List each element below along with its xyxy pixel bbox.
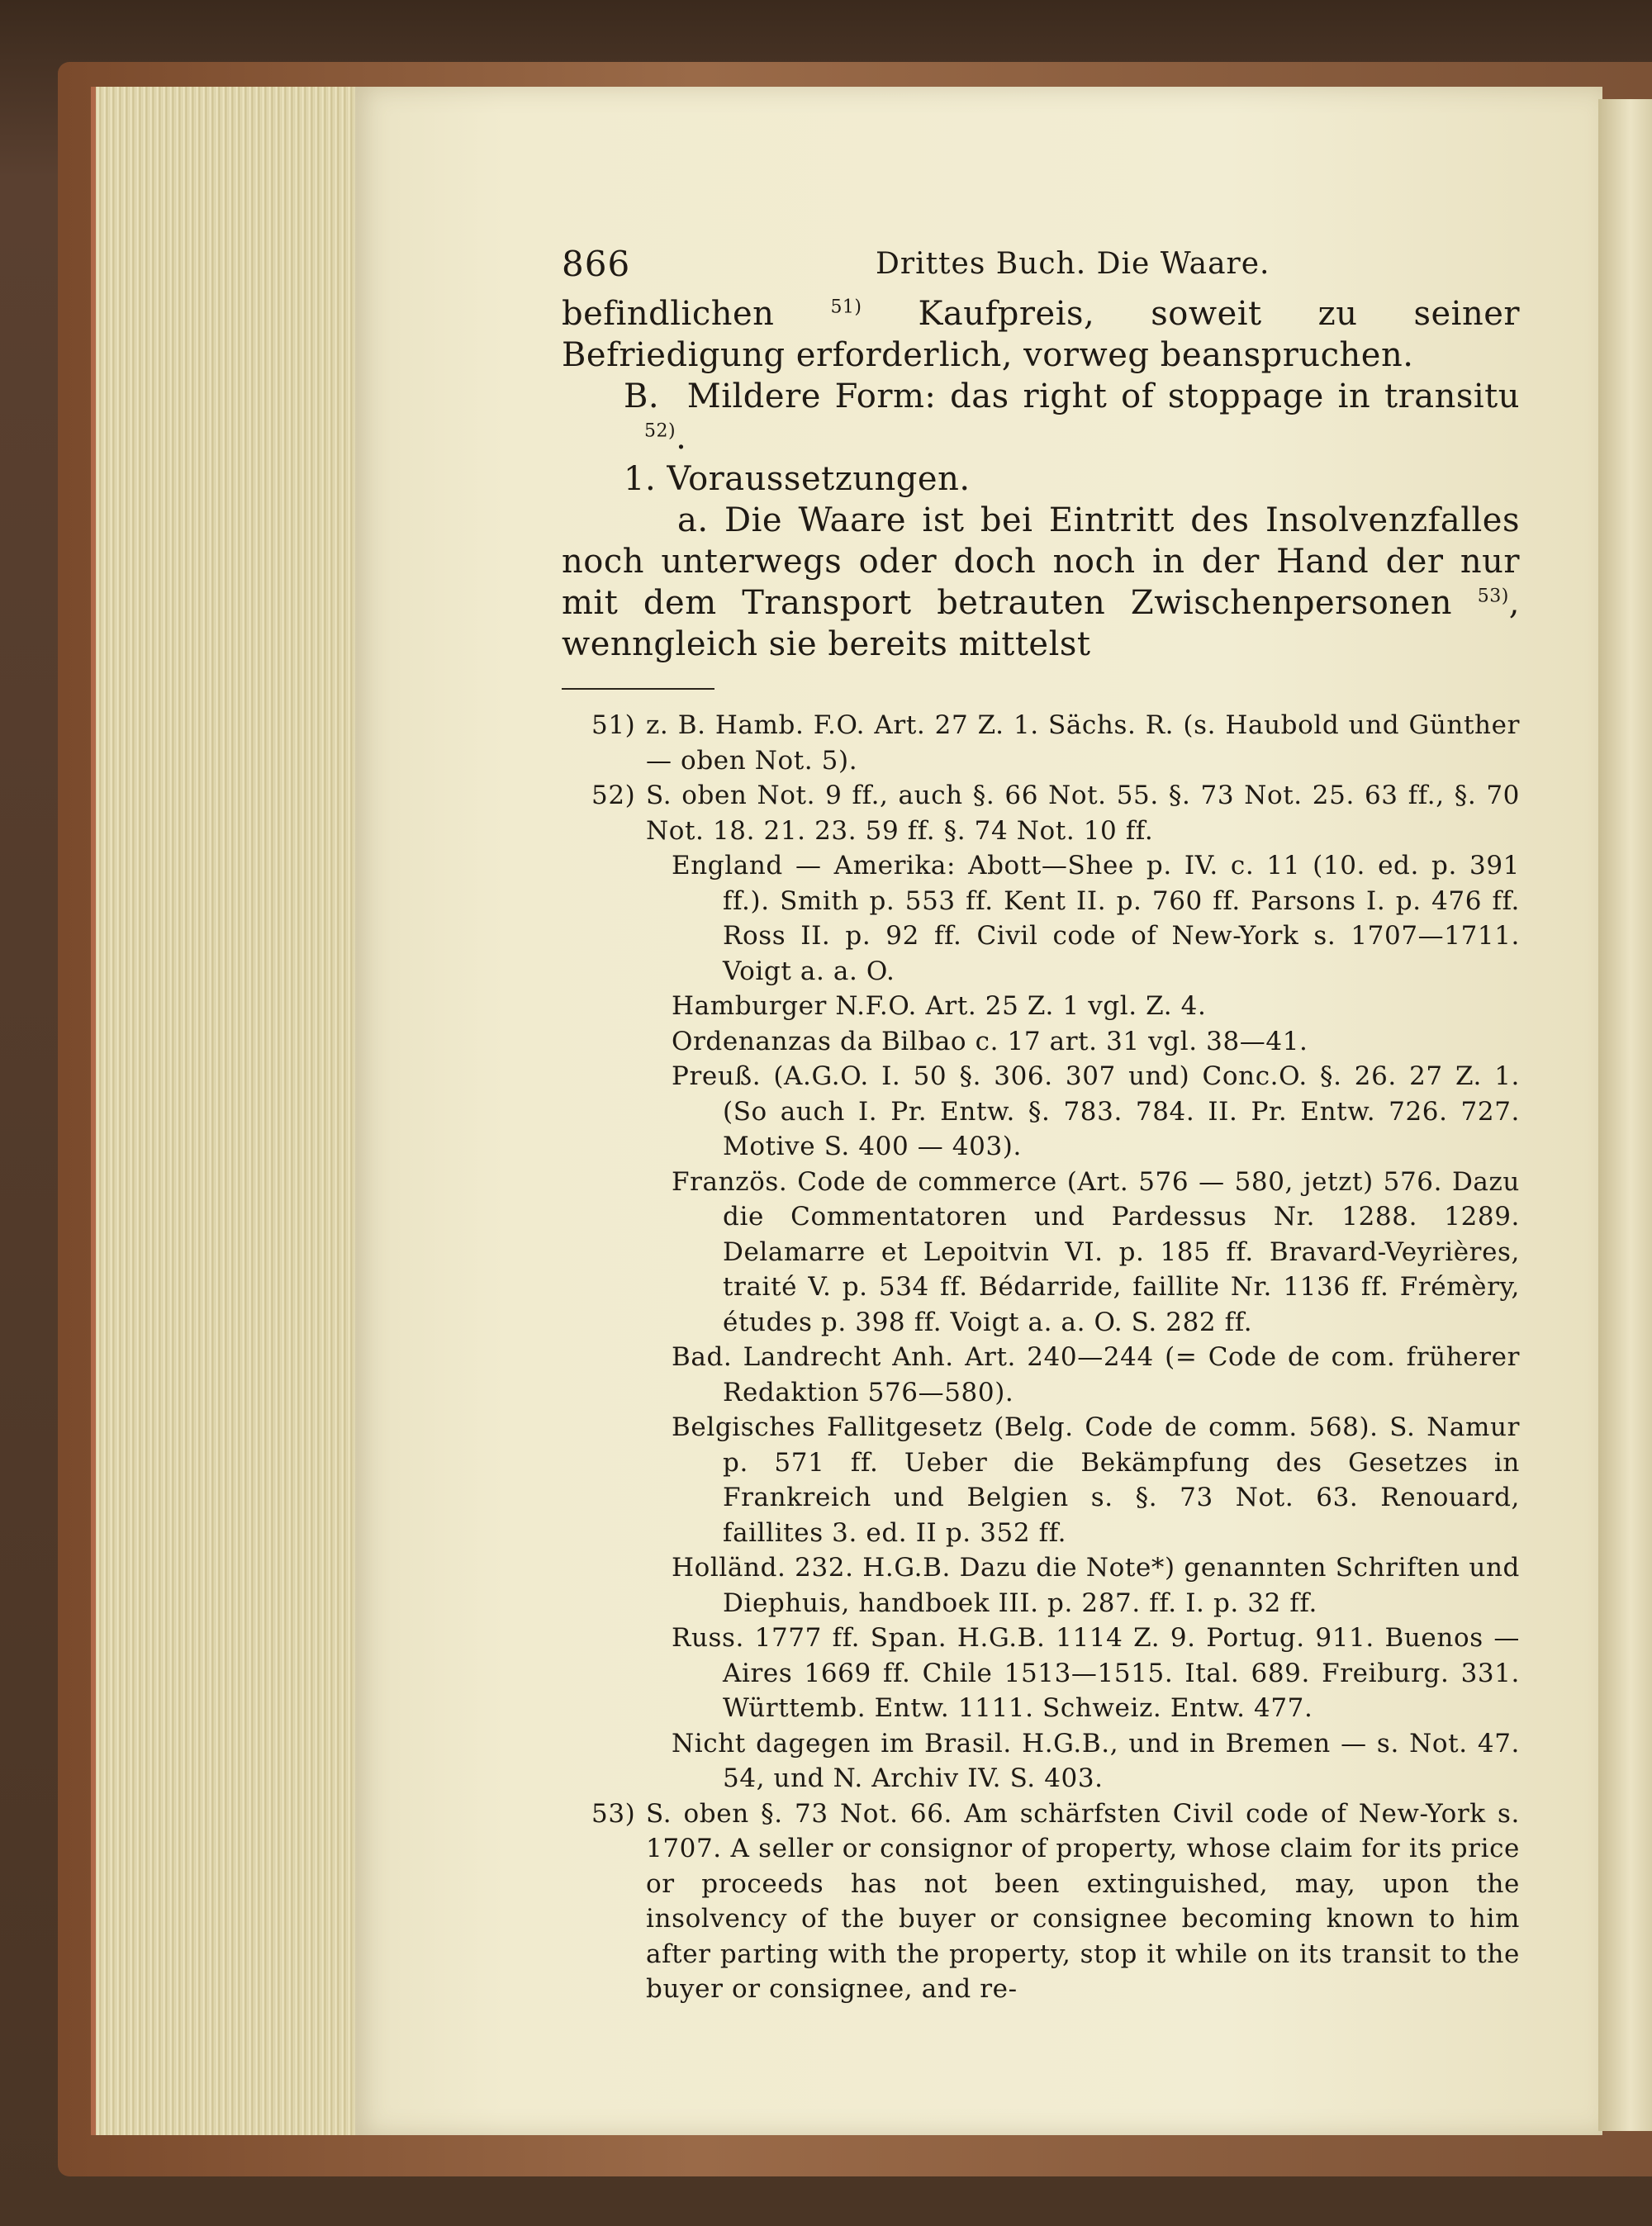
footnote-number: 53) <box>591 1798 636 1829</box>
footnote-text: S. oben Not. 9 ff., auch §. 66 Not. 55. §. 73 Not. 25. 63 ff., §. 70 Not. 18. 21. 23. 59 ff. §. 74 Not. 10 ff. <box>646 781 1520 846</box>
footnote-52-line: Belgisches Fallitgesetz (Belg. Code de comm. 568). S. Namur p. 571 ff. Ueber die Bekämpfung des Gesetzes in Frankreich und Belgien s. §. 73 Not. 63. Renouard, faillites 3. ed. II p. 352 ff. <box>672 1412 1520 1548</box>
footnote-52-line: Russ. 1777 ff. Span. H.G.B. 1114 Z. 9. Portug. 911. Buenos — Aires 1669 ff. Chile 1513—1515. Ital. 689. Freiburg. 331. Württemb. Entw. 1111. Schweiz. Entw. 477. <box>672 1623 1520 1723</box>
footnote-ref-51[interactable]: 51) <box>830 297 862 318</box>
footnote-text: z. B. Hamb. F.O. Art. 27 Z. 1. Sächs. R. (s. Haubold und Günther — oben Not. 5). <box>646 710 1520 776</box>
page-header <box>562 244 1520 293</box>
footnote-52-line: Bad. Landrecht Anh. Art. 240—244 (= Code de com. früherer Redaktion 576—580). <box>672 1342 1520 1407</box>
body-text <box>562 293 1520 665</box>
footnote-52-line: Ordenanzas da Bilbao c. 17 art. 31 vgl. 38—41. <box>672 1026 1308 1056</box>
footnote-51 <box>562 708 1520 778</box>
footnote-text: S. oben §. 73 Not. 66. Am schärfsten Civil code of New-York s. 1707. A seller or consignor of property, whose claim for its price or proceeds has not been extinguished, may, upon the insolvency of the buyer or consignee becoming known to him after parting with the property, stop it while on its transit to the buyer or consignee, and re- <box>646 1798 1520 2004</box>
footnote-52-line: Hamburger N.F.O. Art. 25 Z. 1 vgl. Z. 4. <box>672 991 1207 1021</box>
page-stack-edge <box>91 87 368 2135</box>
section-b-heading: B. Mildere Form: das right of stoppage in transitu $^{52)}$. <box>624 377 1520 457</box>
footnote-number: 51) <box>591 710 636 740</box>
footnote-52 <box>562 778 1520 848</box>
section-1-heading: 1. Voraussetzungen. <box>624 460 971 498</box>
footnote-divider <box>562 688 714 690</box>
footnote-52-line: Preuß. (A.G.O. I. 50 §. 306. 307 und) Conc.O. §. 26. 27 Z. 1. (So auch I. Pr. Entw. §. 783. 784. II. Pr. Entw. 726. 727. Motive S. 400 — 403). <box>672 1061 1520 1161</box>
running-head: Drittes Buch. Die Waare. <box>876 247 1270 281</box>
footnote-ref-52[interactable]: 52) <box>644 420 676 442</box>
page-content <box>562 244 1520 2007</box>
footnote-52-line: Holländ. 232. H.G.B. Dazu die Note*) genannten Schriften und Diephuis, handboek III. p. 287. ff. I. p. 32 ff. <box>672 1553 1520 1618</box>
page-number: 866 <box>562 244 631 284</box>
footnote-52-line: Französ. Code de commerce (Art. 576 — 580, jetzt) 576. Dazu die Commentatoren und Pardessus Nr. 1288. 1289. Delamarre et Lepoitvin VI. p. 185 ff. Bravard-Veyrières, traité V. p. 534 ff. Bédarride, faillite Nr. 1136 ff. Frémèry, études p. 398 ff. Voigt a. a. O. S. 282 ff. <box>672 1166 1520 1337</box>
footnote-53 <box>562 1796 1520 2007</box>
footnote-52-line: Nicht dagegen im Brasil. H.G.B., und in Bremen — s. Not. 47. 54, und N. Archiv IV. S. 403. <box>672 1728 1520 1793</box>
footnotes <box>562 708 1520 2007</box>
facing-page-edge <box>1598 99 1652 2131</box>
footnote-ref-53[interactable]: 53) <box>1477 586 1509 607</box>
footnote-52-line: England — Amerika: Abott—Shee p. IV. c. 11 (10. ed. p. 391 ff.). Smith p. 553 ff. Kent II. p. 760 ff. Parsons I. p. 476 ff. Ross II. p. 92 ff. Civil code of New-York s. 1707—1711. Voigt a. a. O. <box>672 851 1520 986</box>
footnote-number: 52) <box>591 781 636 810</box>
body-paragraph-1: befindlichen $^{51)}$ Kaufpreis, soweit zu seiner Befriedigung erforderlich, vorweg beanspruchen. <box>562 295 1520 374</box>
body-paragraph-a: a. Die Waare ist bei Eintritt des Insolvenzfalles noch unterwegs oder doch noch in der Hand der nur mit dem Transport betrauten Zwischenpersonen $^{53)}$, wenngleich sie bereits mittelst <box>562 501 1520 663</box>
